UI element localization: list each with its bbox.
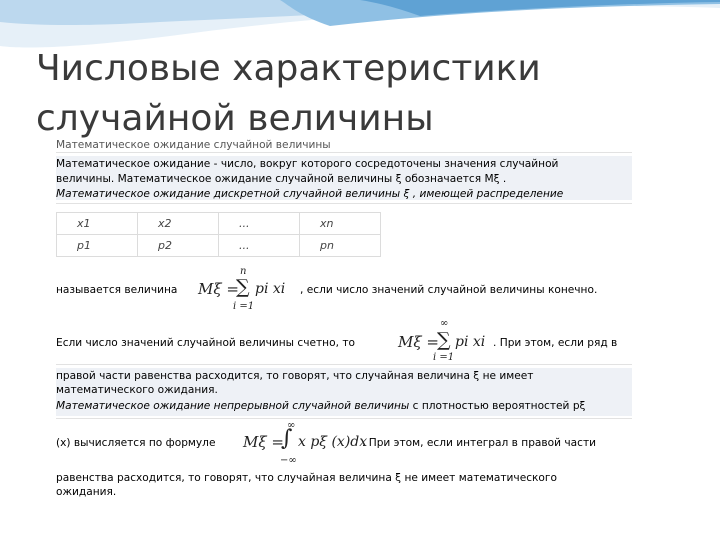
divider [56, 203, 632, 204]
title-line-2: случайной величины [36, 98, 434, 139]
formula-lhs: Mξ = [243, 433, 284, 451]
paragraph-line: правой части равенства расходится, то говорят, что случайная величина ξ не имеет [56, 370, 534, 382]
table-row [57, 213, 381, 235]
paragraph-line: математического ожидания. [56, 384, 218, 396]
paragraph-line: равенства расходится, то говорят, что случайная величина ξ не имеет математического [56, 472, 557, 484]
table-cell: pn [300, 235, 381, 257]
paragraph-line: называется величина [56, 284, 178, 296]
slide-title [36, 44, 696, 144]
paragraph-line: Если число значений случайной величины счетно, то [56, 337, 355, 349]
sum-sign: ∑ [236, 276, 250, 298]
paragraph-line: ожидания. [56, 486, 117, 498]
paragraph-line: Математическое ожидание дискретной случайной величины ξ , имеющей распределение [56, 188, 564, 200]
sum-lower-limit: i =1 [233, 301, 255, 312]
sum-term: pi xi [255, 281, 286, 297]
paragraph-italic: Математическое ожидание непрерывной случайной величины [56, 400, 410, 412]
title-line-1: Числовые характеристики [36, 48, 541, 89]
table-cell: x1 [57, 213, 138, 235]
distribution-table [56, 212, 381, 257]
table-cell: p1 [57, 235, 138, 257]
paragraph-line: , если число значений случайной величины конечно. [300, 284, 598, 296]
sum-upper-limit: ∞ [440, 318, 449, 329]
divider [56, 364, 632, 365]
integral-lower-limit: −∞ [280, 455, 297, 466]
divider [56, 418, 632, 419]
paragraph-line: . При этом, если ряд в [493, 337, 618, 349]
formula-lhs: Mξ = [398, 333, 439, 351]
integral-sign: ∫ [281, 426, 293, 451]
integral-term: x pξ (x)dx [298, 434, 368, 450]
paragraph-line: . При этом, если интеграл в правой части [362, 437, 597, 449]
paragraph-line: Математическое ожидание - число, вокруг которого сосредоточены значения случайной [56, 158, 559, 170]
table-row [57, 235, 381, 257]
table-cell: ... [219, 213, 300, 235]
table-cell: x2 [138, 213, 219, 235]
table-cell: ... [219, 235, 300, 257]
sum-sign: ∑ [437, 329, 451, 351]
section-heading: Математическое ожидание случайной величины [56, 139, 331, 151]
table-cell: p2 [138, 235, 219, 257]
sum-upper-limit: n [240, 266, 247, 277]
paragraph-line: (x) вычисляется по формуле [56, 437, 216, 449]
sum-lower-limit: i =1 [433, 352, 455, 363]
formula-lhs: Mξ = [198, 280, 239, 298]
divider [56, 152, 632, 153]
integral-upper-limit: ∞ [287, 420, 296, 431]
paragraph-line [56, 400, 585, 412]
table-cell: xn [300, 213, 381, 235]
paragraph-line: величины. Математическое ожидание случайной величины ξ обозначается Mξ . [56, 173, 507, 185]
sum-term: pi xi [455, 334, 486, 350]
paragraph-text: с плотностью вероятностей pξ [412, 400, 586, 412]
